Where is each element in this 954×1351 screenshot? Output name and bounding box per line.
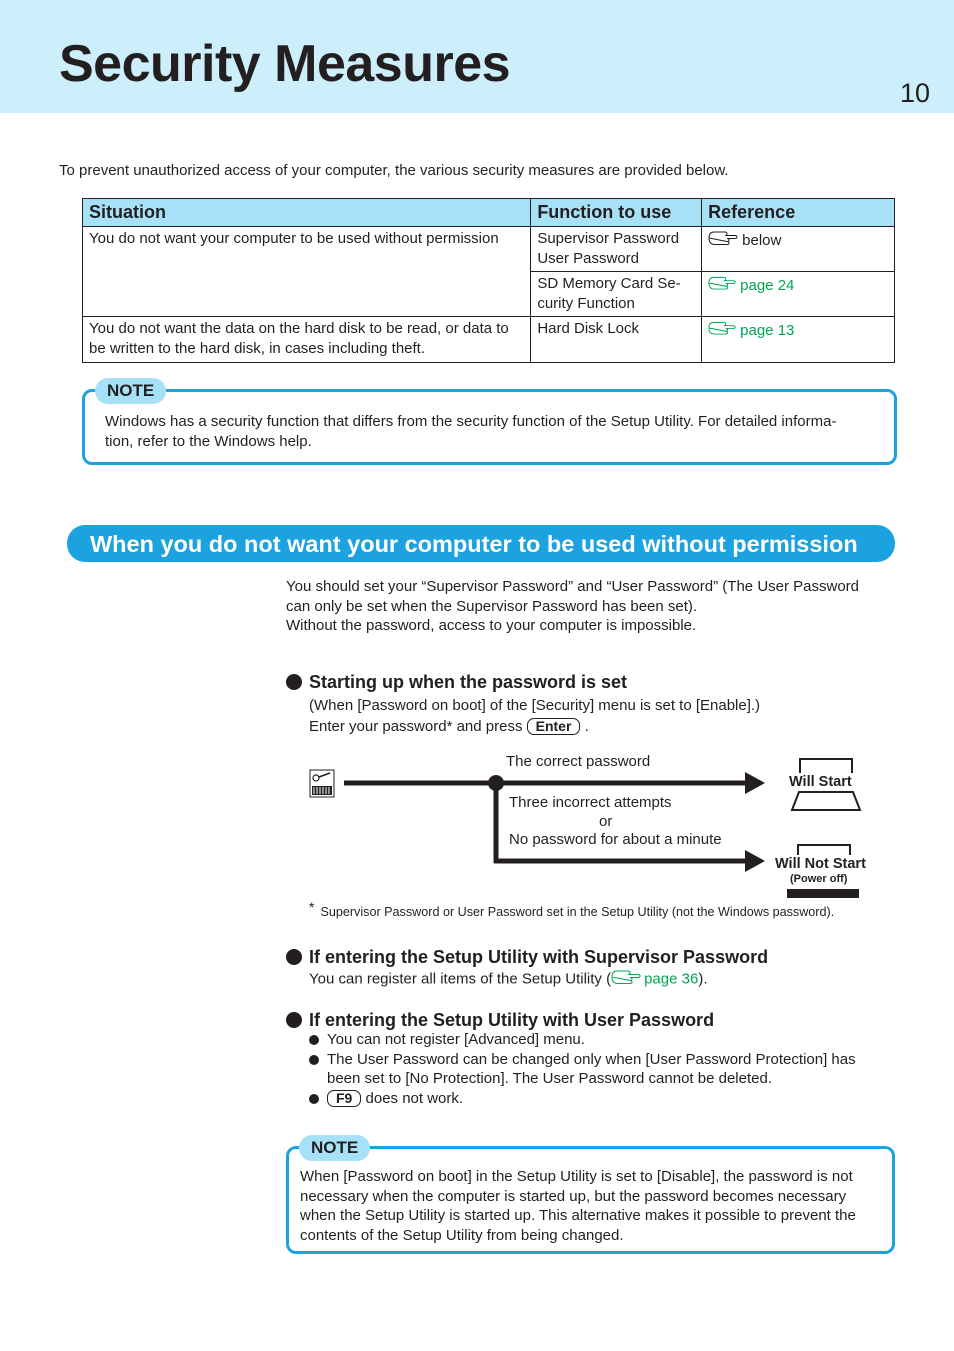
pointing-hand-icon <box>708 274 736 298</box>
list-item-text: does not work. <box>365 1089 464 1107</box>
table-cell-line: You do not want the data on the hard disk to be read, or data to <box>89 320 509 337</box>
note-text <box>300 1167 890 1245</box>
paragraph-line: Without the password, access to your computer is impossible. <box>286 617 697 634</box>
note-line: Windows has a security function that differs from the security function of the Setup Utility. For detailed informa- <box>105 413 837 430</box>
note-line: necessary when the computer is started up, but the password becomes necessary <box>300 1187 847 1205</box>
subheading-text: If entering the Setup Utility with Supervisor Password <box>309 947 769 967</box>
column-header: Situation <box>83 199 531 227</box>
table-cell: Hard Disk Lock <box>531 317 702 363</box>
arrow-head <box>745 772 765 794</box>
column-header: Function to use <box>531 199 702 227</box>
list-item <box>309 1030 909 1050</box>
intro-text: To prevent unauthorized access of your computer, the various security measures are provided below. <box>59 162 729 179</box>
diagram-line: Three incorrect attempts <box>509 794 672 811</box>
f9-key: F9 <box>327 1090 361 1107</box>
paragraph-text: Enter your password* and press <box>309 717 523 735</box>
bullet-icon <box>286 1012 302 1028</box>
table-cell <box>531 272 702 317</box>
table-row <box>83 227 895 272</box>
subheading-user <box>286 1009 714 1031</box>
subheading-text: If entering the Setup Utility with User Password <box>309 1010 715 1030</box>
subheading-text: Starting up when the password is set <box>309 672 628 692</box>
table-cell <box>531 227 702 272</box>
note-text <box>105 412 895 451</box>
diagram-label-incorrect <box>509 793 749 850</box>
will-start-label: Will Start <box>789 774 852 790</box>
subheading-supervisor <box>286 946 768 968</box>
table-cell-line: curity Function <box>537 295 635 312</box>
footnote <box>309 901 834 922</box>
table-cell <box>702 317 895 363</box>
list-item-text: You can not register [Advanced] menu. <box>327 1031 585 1048</box>
table-cell <box>702 227 895 272</box>
paragraph-text: . <box>584 717 589 735</box>
column-header: Reference <box>702 199 895 227</box>
table-cell <box>83 317 531 363</box>
page-reference-link[interactable]: page 24 <box>740 276 795 294</box>
keyboard-lock-icon <box>310 770 334 797</box>
power-off-label: (Power off) <box>790 873 848 885</box>
pointing-hand-icon <box>708 319 736 343</box>
note-label: NOTE <box>299 1135 370 1161</box>
security-table <box>82 198 895 363</box>
list-item-text: been set to [No Protection]. The User Password cannot be deleted. <box>327 1070 772 1087</box>
note-line: contents of the Setup Utility from being changed. <box>300 1226 624 1244</box>
page-reference-link[interactable]: page 13 <box>740 321 795 339</box>
diagram-label-correct: The correct password <box>506 753 651 770</box>
page-reference-link[interactable]: page 36 <box>644 970 699 988</box>
table-cell-line: User Password <box>537 250 640 267</box>
footnote-text: Supervisor Password or User Password set in the Setup Utility (not the Windows password). <box>320 905 835 919</box>
bullet-icon <box>309 1035 319 1045</box>
bullet-icon <box>286 674 302 690</box>
table-cell <box>702 272 895 317</box>
note-line: When [Password on boot] in the Setup Utility is set to [Disable], the password is not <box>300 1168 853 1185</box>
list-item <box>309 1050 909 1089</box>
bullet-icon <box>309 1055 319 1065</box>
pointing-hand-icon <box>708 229 738 253</box>
list-item-text: The User Password can be changed only when [User Password Protection] has <box>327 1050 856 1068</box>
enter-key: Enter <box>527 718 581 735</box>
table-header-row <box>83 199 895 227</box>
note-line: when the Setup Utility is started up. This alternative makes it possible to prevent the <box>300 1207 856 1224</box>
table-cell: You do not want your computer to be used without permission <box>83 227 531 317</box>
note-label: NOTE <box>95 378 166 404</box>
paragraph-text: ). <box>698 970 708 988</box>
diagram-line: No password for about a minute <box>509 831 722 848</box>
bullet-icon <box>286 949 302 965</box>
startup-text <box>309 696 760 736</box>
bullet-icon <box>309 1094 319 1104</box>
paragraph-line: (When [Password on boot] of the [Security] menu is set to [Enable].) <box>309 697 761 714</box>
arrow-head <box>745 850 765 872</box>
subheading-startup <box>286 671 627 693</box>
table-cell-line: be written to the hard disk, in cases including theft. <box>89 340 426 357</box>
supervisor-text <box>309 968 708 992</box>
list-item <box>309 1089 909 1109</box>
diagram-line: or <box>599 812 613 830</box>
reference-text: below <box>742 231 782 249</box>
table-cell-line: Supervisor Password <box>537 230 680 247</box>
page-title: Security Measures <box>59 35 511 93</box>
paragraph-line: You should set your “Supervisor Password” and “User Password” (The User Password <box>286 578 860 595</box>
paragraph-line: can only be set when the Supervisor Password has been set). <box>286 597 698 615</box>
will-not-start-label: Will Not Start <box>775 856 866 872</box>
section-intro <box>286 577 906 636</box>
section-title: When you do not want your computer to be used without permission <box>90 531 858 557</box>
user-list <box>309 1030 909 1108</box>
paragraph-line <box>309 717 760 737</box>
paragraph-text: You can register all items of the Setup Utility ( <box>309 970 612 988</box>
pointing-hand-icon <box>611 968 641 992</box>
table-row <box>83 317 895 363</box>
note-line: tion, refer to the Windows help. <box>105 432 312 450</box>
page-number: 10 <box>900 78 931 108</box>
table-cell-line: SD Memory Card Se- <box>537 275 681 292</box>
footnote-mark: * <box>309 899 315 915</box>
